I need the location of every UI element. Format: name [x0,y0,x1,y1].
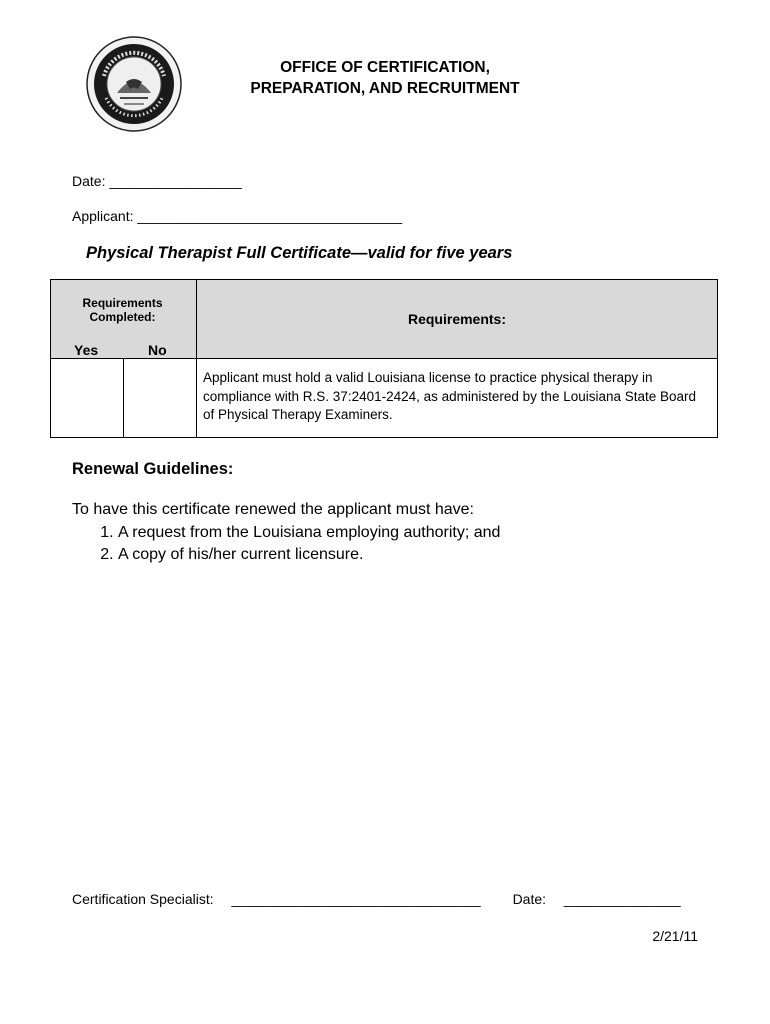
requirements-header: Requirements: [197,280,718,359]
requirements-table [50,279,718,438]
office-title-line1: OFFICE OF CERTIFICATION, [280,59,490,76]
office-title-line2: PREPARATION, AND RECRUITMENT [250,80,520,97]
version-date: 2/21/11 [652,928,698,944]
specialist-blank[interactable]: ________________________________ [231,891,481,907]
date-label: Date: [72,173,106,189]
renewal-intro: To have this certificate renewed the applicant must have: [72,501,474,518]
yes-column-label: Yes [74,342,99,358]
no-column-label: No [148,342,167,358]
requirements-completed-label: Requirements Completed: [82,296,163,324]
specialist-field[interactable] [72,891,499,907]
footer-date-label: Date: [512,891,547,907]
applicant-blank[interactable]: __________________________________ [137,208,403,224]
requirements-completed-header [51,280,197,359]
yes-checkbox-cell[interactable] [51,359,124,438]
footer-date-field[interactable] [513,891,695,907]
renewal-title: Renewal Guidelines: [72,460,234,478]
renewal-item: 1. A request from the Louisiana employing authority; and [118,522,500,544]
date-field[interactable] [72,173,242,189]
renewal-list [72,522,500,565]
footer-signature-line [72,891,709,907]
certificate-title: Physical Therapist Full Certificate—valid for five years [86,244,513,262]
specialist-label: Certification Specialist: [72,891,214,907]
footer-date-blank[interactable]: _______________ [563,891,681,907]
date-blank[interactable]: _________________ [109,173,242,189]
applicant-field[interactable] [72,208,402,224]
renewal-item: 2. A copy of his/her current licensure. [118,544,500,566]
no-checkbox-cell[interactable] [124,359,197,438]
applicant-label: Applicant: [72,208,134,224]
office-title [200,57,570,99]
state-seal-logo [86,36,182,132]
requirement-text: Applicant must hold a valid Louisiana license to practice physical therapy in compliance with R.S. 37:2401-2424, as administered by the Louisiana State Board of Physical Therapy Examiners. [197,359,718,438]
